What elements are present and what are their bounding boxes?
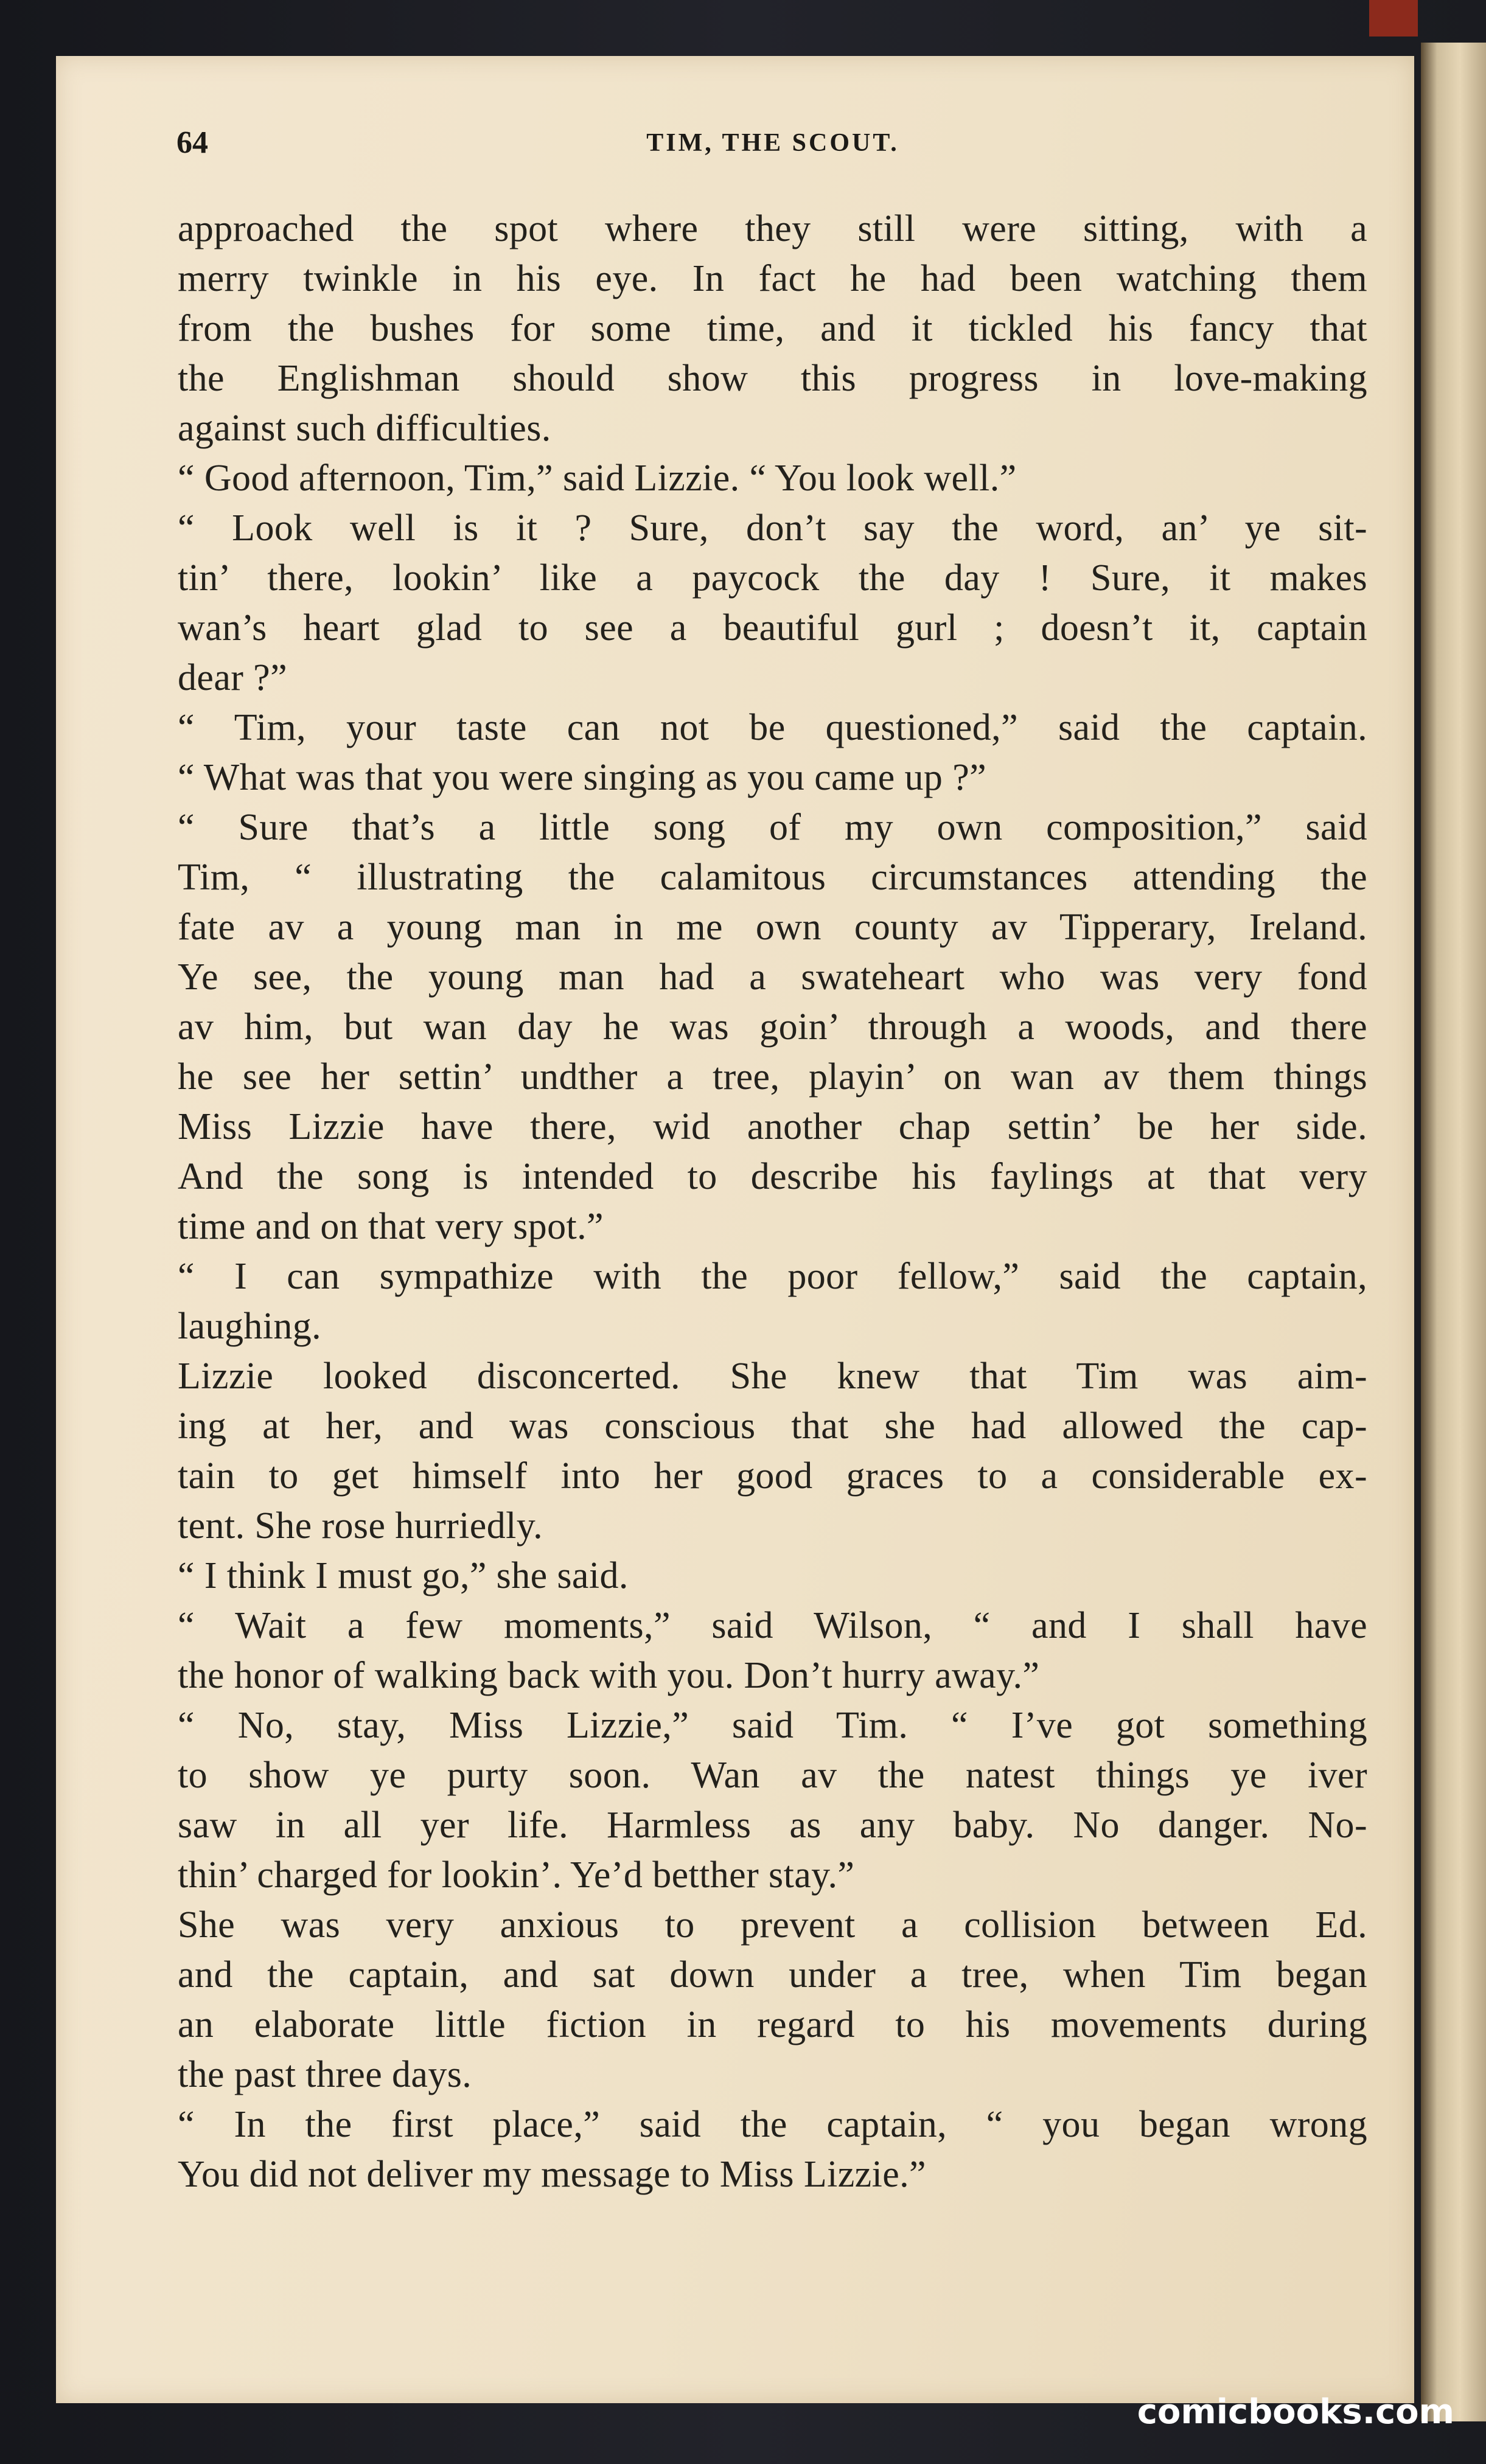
text-line: “ Wait a few moments,” said Wilson, “ and I shall have: [178, 1605, 1367, 1646]
text-line: time and on that very spot.”: [178, 1206, 604, 1247]
text-line: to show ye purty soon. Wan av the natest things ye iver: [178, 1755, 1367, 1796]
text-line: av him, but wan day he was goin’ through a woods, and there: [178, 1006, 1367, 1048]
text-line: an elaborate little fiction in regard to his movements during: [178, 2004, 1367, 2045]
body-text: [178, 204, 1367, 2199]
text-line: “ Good afternoon, Tim,” said Lizzie. “ You look well.”: [178, 458, 1017, 499]
text-line: dear ?”: [178, 657, 288, 698]
text-line: “ I think I must go,” she said.: [178, 1555, 629, 1596]
text-line: wan’s heart glad to see a beautiful gurl ; doesn’t it, captain: [178, 607, 1367, 649]
text-line: laughing.: [178, 1306, 322, 1347]
text-line: And the song is intended to describe his faylings at that very: [178, 1156, 1367, 1197]
text-line: She was very anxious to prevent a collision between Ed.: [178, 1904, 1367, 1946]
text-line: tent. She rose hurriedly.: [178, 1505, 543, 1547]
binding-strip: [1369, 0, 1418, 37]
text-line: “ Look well is it ? Sure, don’t say the word, an’ ye sit-: [178, 507, 1367, 549]
text-line: “ No, stay, Miss Lizzie,” said Tim. “ I’ve got something: [178, 1705, 1367, 1746]
text-line: tain to get himself into her good graces to a considerable ex-: [178, 1455, 1367, 1497]
page-number: 64: [176, 125, 208, 160]
text-line: ing at her, and was conscious that she had allowed the cap-: [178, 1405, 1367, 1447]
text-line: he see her settin’ undther a tree, playin’ on wan av them things: [178, 1056, 1367, 1098]
text-line: and the captain, and sat down under a tree, when Tim began: [178, 1954, 1367, 1996]
watermark: comicbooks.com: [1137, 2392, 1454, 2432]
text-line: “ What was that you were singing as you came up ?”: [178, 757, 987, 798]
text-line: thin’ charged for lookin’. Ye’d betther stay.”: [178, 1854, 855, 1896]
running-head-title: TIM, THE SCOUT.: [646, 129, 899, 157]
text-line: Ye see, the young man had a swateheart who was very fond: [178, 956, 1367, 998]
text-line: the past three days.: [178, 2054, 472, 2095]
running-head: [176, 122, 1369, 170]
text-line: You did not deliver my message to Miss Lizzie.”: [178, 2154, 926, 2195]
text-line: the honor of walking back with you. Don’t hurry away.”: [178, 1655, 1040, 1696]
text-line: the Englishman should show this progress in love-making: [178, 358, 1367, 399]
text-line: approached the spot where they still were sitting, with a: [178, 208, 1367, 249]
text-line: Lizzie looked disconcerted. She knew that Tim was aim-: [178, 1356, 1367, 1397]
text-line: saw in all yer life. Harmless as any baby. No danger. No-: [178, 1804, 1367, 1846]
text-line: Miss Lizzie have there, wid another chap settin’ be her side.: [178, 1106, 1367, 1147]
text-line: Tim, “ illustrating the calamitous circumstances attending the: [178, 857, 1367, 898]
text-line: merry twinkle in his eye. In fact he had been watching them: [178, 258, 1367, 299]
text-line: “ Tim, your taste can not be questioned,” said the captain.: [178, 707, 1367, 748]
text-line: tin’ there, lookin’ like a paycock the day ! Sure, it makes: [178, 557, 1367, 599]
text-line: from the bushes for some time, and it tickled his fancy that: [178, 308, 1367, 349]
page-edge: [1421, 43, 1486, 2421]
text-line: “ I can sympathize with the poor fellow,” said the captain,: [178, 1256, 1367, 1297]
text-line: fate av a young man in me own county av Tipperary, Ireland.: [178, 907, 1367, 948]
text-line: “ In the first place,” said the captain, “ you began wrong: [178, 2104, 1367, 2145]
text-line: “ Sure that’s a little song of my own composition,” said: [178, 807, 1367, 848]
text-line: against such difficulties.: [178, 408, 551, 449]
